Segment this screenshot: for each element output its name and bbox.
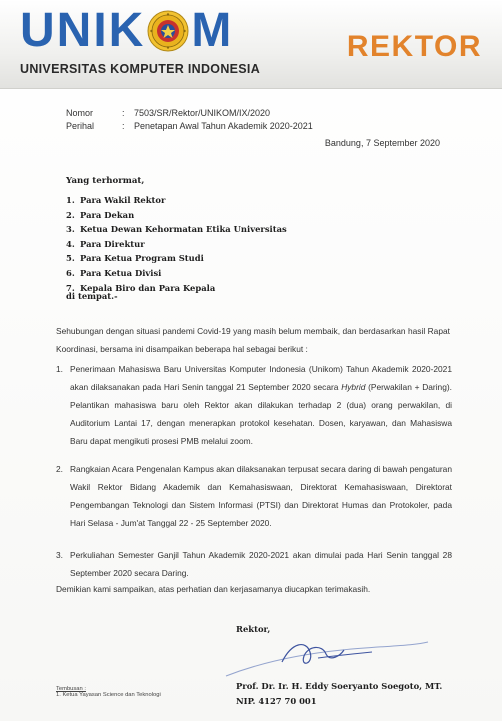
letter-date: Bandung, 7 September 2020 bbox=[324, 138, 440, 148]
perihal-separator: : bbox=[122, 121, 125, 131]
list-item: 3. Ketua Dewan Kehormatan Etika Universitas bbox=[66, 224, 287, 235]
office-title: REKTOR bbox=[346, 30, 482, 63]
unikom-logo bbox=[20, 6, 233, 56]
list-item: 2. Para Dekan bbox=[66, 209, 135, 220]
tembusan-heading: Tembusan : bbox=[56, 686, 86, 692]
list-item: 1. Penerimaan Mahasiswa Baru Universitas Komputer Indonesia (Unikom) Tahun Akademik 2020-2021 akan dilaksanakan pada Hari Senin tanggal 21 September 2020 secara Hybrid (Perwakilan + Daring). Pelantikan mahasiswa baru oleh Rektor akan dilakukan terhadap 2 (dua) orang perwakilan, di Auditorium Lantai 17, dengan menerapkan protokol kesehatan. Dosen, karyawan, dan Mahasiswa Baru dapat mengikuti prosesi PMB melalui zoom. bbox=[56, 364, 452, 446]
university-seal-icon bbox=[147, 10, 189, 52]
signer-name: Prof. Dr. Ir. H. Eddy Soeryanto Soegoto, MT. bbox=[236, 681, 443, 691]
perihal-value: Penetapan Awal Tahun Akademik 2020-2021 bbox=[134, 121, 313, 131]
nomor-label: Nomor bbox=[66, 108, 94, 118]
list-item: 1. Para Wakil Rektor bbox=[66, 195, 166, 205]
intro-paragraph: Sehubungan dengan situasi pandemi Covid-19 yang masih belum membaik, dan berdasarkan hasil Rapat Koordinasi, bersama ini disampaikan beberapa hal sebagai berikut : bbox=[56, 326, 450, 354]
logo-text-left: UNIK bbox=[20, 4, 146, 57]
logo-text-right: M bbox=[191, 4, 234, 57]
closing-paragraph: Demikian kami sampaikan, atas perhatian dan kerjasamanya diucapkan terimakasih. bbox=[56, 584, 371, 594]
letter-meta bbox=[66, 107, 313, 133]
tembusan bbox=[56, 686, 161, 698]
university-name: UNIVERSITAS KOMPUTER INDONESIA bbox=[20, 62, 261, 76]
list-item: 1. Ketua Yayasan Science dan Teknologi bbox=[56, 692, 161, 698]
di-tempat: di tempat.- bbox=[66, 291, 118, 301]
signer-nip: NIP. 4127 70 001 bbox=[236, 696, 317, 706]
perihal-row bbox=[66, 120, 313, 133]
nomor-separator: : bbox=[122, 108, 125, 118]
signature-icon bbox=[222, 632, 432, 682]
letterhead bbox=[0, 0, 502, 89]
perihal-label: Perihal bbox=[66, 121, 95, 131]
list-item: 6. Para Ketua Divisi bbox=[66, 267, 162, 278]
list-item: 3. Perkuliahan Semester Ganjil Tahun Akademik 2020-2021 akan dimulai pada Hari Senin tanggal 28 September 2020 secara Daring. bbox=[56, 550, 452, 578]
list-item: 2. Rangkaian Acara Pengenalan Kampus akan dilaksanakan terpusat secara daring di bawah pengaturan Wakil Rektor Bidang Akademik dan Kemahasiswaan, Direktorat Kemahasiswaan, Direktorat Pengembangan Teknologi dan Sistem Informasi (PTSI) dan Direktorat Humas dan Protokoler, pada Hari Selasa - Jum'at Tanggal 22 - 25 September 2020. bbox=[56, 464, 452, 528]
signer-title: Rektor, bbox=[236, 624, 271, 634]
recipient-list bbox=[66, 193, 287, 295]
list-item: 4. Para Direktur bbox=[66, 238, 145, 249]
nomor-row bbox=[66, 107, 313, 120]
list-item: 5. Para Ketua Program Studi bbox=[66, 253, 204, 264]
salutation: Yang terhormat, bbox=[66, 176, 145, 186]
list-item: 7. Kepala Biro dan Para Kepala bbox=[66, 282, 216, 293]
nomor-value: 7503/SR/Rektor/UNIKOM/IX/2020 bbox=[134, 108, 271, 118]
emphasis-text: Hybrid bbox=[341, 382, 366, 392]
